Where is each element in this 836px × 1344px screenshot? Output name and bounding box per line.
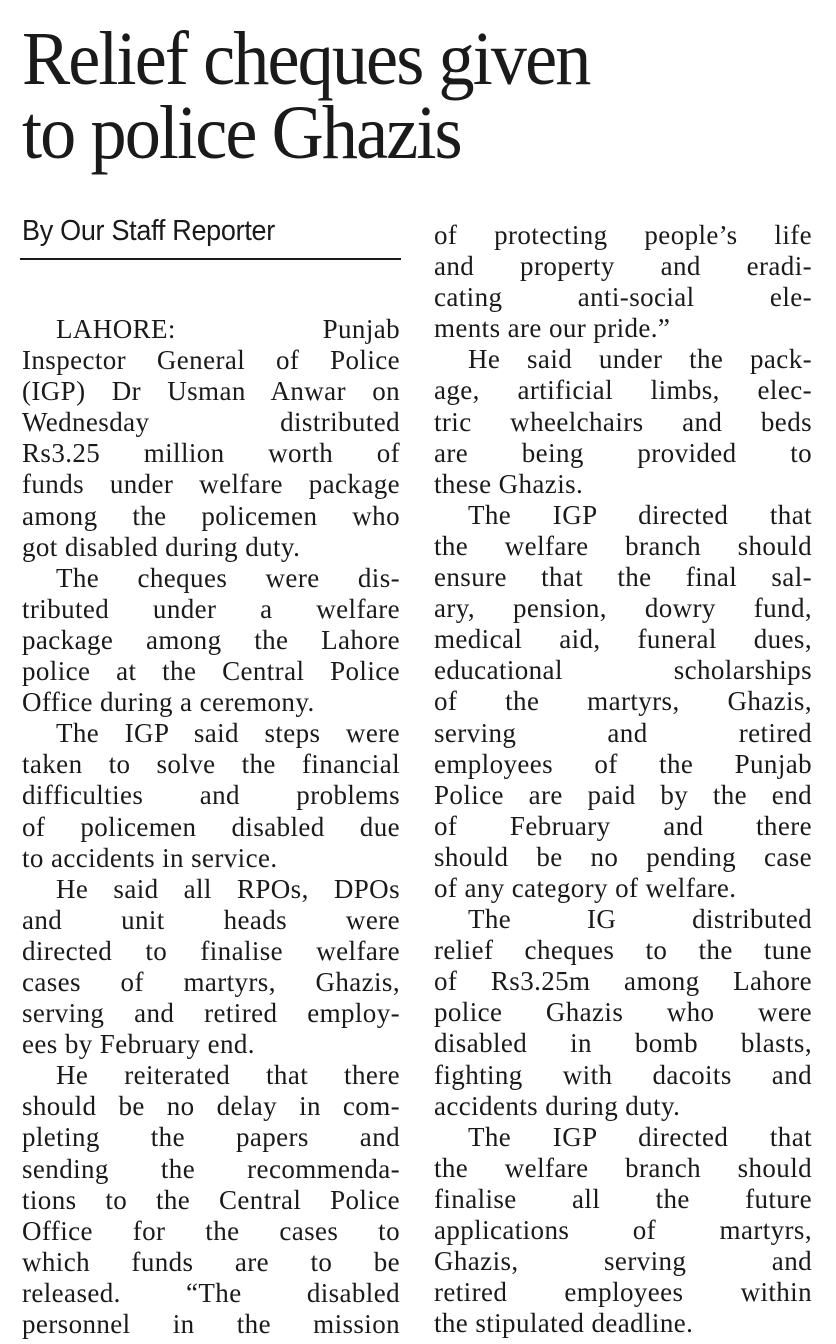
text-line: Wednesday distributed: [22, 407, 400, 438]
text-line: retired employees within: [434, 1277, 812, 1308]
text-line: ary, pension, dowry fund,: [434, 593, 812, 624]
text-line: sending the recommenda-: [22, 1153, 400, 1184]
text-line: Ghazis, serving and: [434, 1246, 812, 1277]
text-line: of February and there: [434, 810, 812, 841]
text-line: taken to solve the financial: [22, 749, 400, 780]
text-line: should be no delay in com-: [22, 1091, 400, 1122]
text-line: educational scholarships: [434, 655, 812, 686]
text-line: should be no pending case: [434, 841, 812, 872]
text-line: disabled in bomb blasts,: [434, 1028, 812, 1059]
text-line: the welfare branch should: [434, 530, 812, 561]
text-line: fighting with dacoits and: [434, 1059, 812, 1090]
text-line: are being provided to: [434, 437, 812, 468]
text-line: The IGP directed that: [468, 499, 812, 530]
text-line: tributed under a welfare: [22, 593, 400, 624]
text-line: relief cheques to the tune: [434, 935, 812, 966]
text-line: of Rs3.25m among Lahore: [434, 966, 812, 997]
text-line: to accidents in service.: [22, 842, 278, 873]
text-line: The cheques were dis-: [56, 562, 400, 593]
headline-line-2: to police Ghazis: [22, 91, 461, 175]
text-line: of the martyrs, Ghazis,: [434, 686, 812, 717]
text-line: finalise all the future: [434, 1183, 812, 1214]
text-line: Rs3.25 million worth of: [22, 438, 400, 469]
text-line: Office during a ceremony.: [22, 687, 315, 718]
text-line: He said all RPOs, DPOs: [56, 873, 400, 904]
text-line: these Ghazis.: [434, 468, 584, 499]
text-line: personnel in the mission: [22, 1309, 400, 1339]
text-line: medical aid, funeral dues,: [434, 624, 812, 655]
text-line: among the policemen who: [22, 500, 400, 531]
text-line: the welfare branch should: [434, 1152, 812, 1183]
article-column-left: [22, 314, 400, 1340]
text-line: He reiterated that there: [56, 1060, 400, 1091]
text-line: accidents during duty.: [434, 1090, 681, 1121]
text-line: ees by February end.: [22, 1029, 255, 1060]
text-line: age, artificial limbs, elec-: [434, 375, 812, 406]
text-line: (IGP) Dr Usman Anwar on: [22, 376, 400, 407]
text-line: which funds are to be: [22, 1246, 400, 1277]
text-line: cating anti-social ele-: [434, 282, 812, 313]
text-line: The IG distributed: [468, 904, 812, 935]
text-line: package among the Lahore: [22, 624, 400, 655]
text-line: released. “The disabled: [22, 1277, 400, 1308]
text-line: employees of the Punjab: [434, 748, 812, 779]
text-line: serving and retired: [434, 717, 812, 748]
text-line: police at the Central Police: [22, 656, 400, 687]
text-line: directed to finalise welfare: [22, 935, 400, 966]
text-line: of any category of welfare.: [434, 872, 737, 903]
article-column-right: [434, 220, 812, 1339]
text-line: ensure that the final sal-: [434, 562, 812, 593]
text-line: tric wheelchairs and beds: [434, 406, 812, 437]
headline-line-1: Relief cheques given: [22, 17, 590, 101]
text-line: The IGP said steps were: [56, 718, 400, 749]
byline: By Our Staff Reporter: [22, 215, 275, 247]
text-line: Inspector General of Police: [22, 345, 400, 376]
text-line: The IGP directed that: [468, 1121, 812, 1152]
text-line: got disabled during duty.: [22, 531, 301, 562]
text-line: applications of martyrs,: [434, 1215, 812, 1245]
text-line: ments are our pride.”: [434, 313, 671, 344]
text-line: Police are paid by the end: [434, 779, 812, 810]
text-line: LAHORE: Punjab: [56, 314, 400, 344]
text-line: funds under welfare package: [22, 469, 400, 500]
text-line: of protecting people’s life: [434, 220, 812, 250]
text-line: police Ghazis who were: [434, 997, 812, 1028]
text-line: and property and eradi-: [434, 251, 812, 282]
text-line: serving and retired employ-: [22, 998, 400, 1029]
text-line: and unit heads were: [22, 904, 400, 935]
text-line: of policemen disabled due: [22, 811, 400, 842]
text-line: tions to the Central Police: [22, 1184, 400, 1215]
headline: [22, 17, 782, 175]
byline-divider: [20, 258, 401, 260]
text-line: difficulties and problems: [22, 780, 400, 811]
text-line: pleting the papers and: [22, 1122, 400, 1153]
text-line: Office for the cases to: [22, 1215, 400, 1246]
text-line: He said under the pack-: [468, 344, 812, 375]
text-line: the stipulated deadline.: [434, 1308, 694, 1339]
text-line: cases of martyrs, Ghazis,: [22, 966, 400, 997]
